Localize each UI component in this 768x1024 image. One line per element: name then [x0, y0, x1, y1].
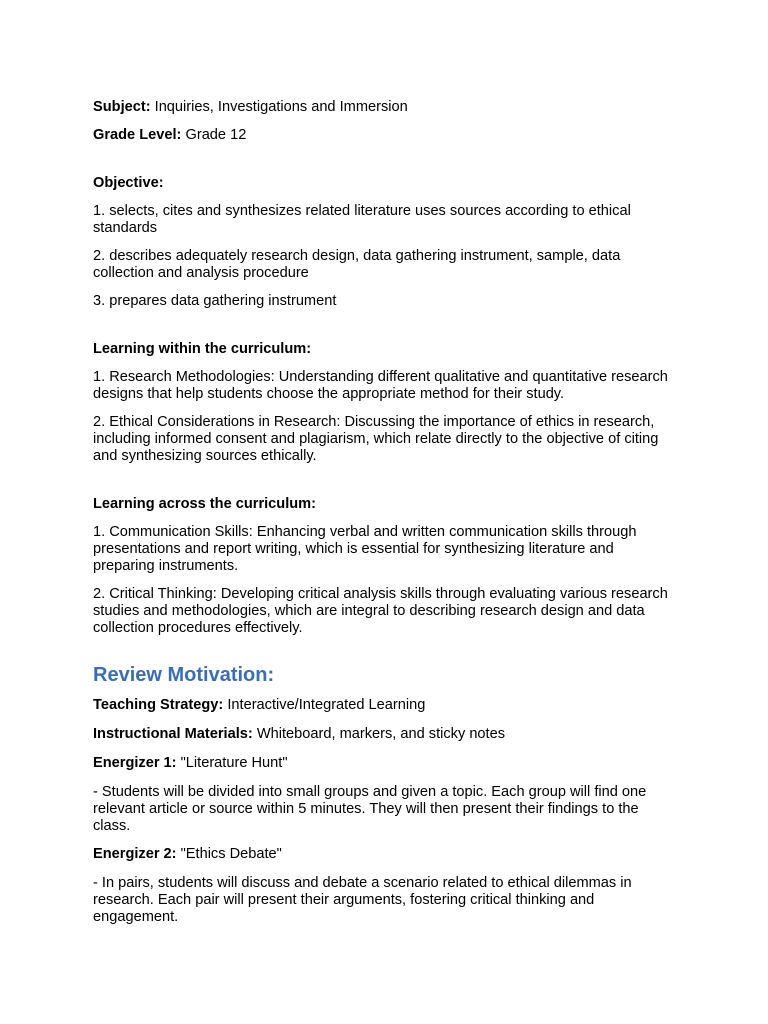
objective-item: 3. prepares data gathering instrument: [93, 293, 337, 309]
learning-within-title: Learning within the curriculum:: [93, 341, 312, 357]
subject-field: [93, 99, 678, 116]
instructional-materials-label: Instructional Materials:: [93, 726, 253, 742]
instructional-materials-value: Whiteboard, markers, and sticky notes: [256, 726, 506, 742]
teaching-strategy-field: [93, 697, 678, 714]
grade-level-label: Grade Level:: [93, 127, 182, 143]
objective-item: 1. selects, cites and synthesizes related literature uses sources according to ethical standards: [93, 203, 631, 236]
energizer2-description: - In pairs, students will discuss and debate a scenario related to ethical dilemmas in research. Each pair will present their arguments, fostering critical thinking and engagement.: [93, 875, 632, 925]
grade-level-value: Grade 12: [185, 127, 247, 143]
instructional-materials-field: [93, 726, 678, 743]
learning-across-title: Learning across the curriculum:: [93, 496, 317, 512]
learning-across-item: 1. Communication Skills: Enhancing verbal and written communication skills through presentations and report writing, which is essential for synthesizing literature and preparing instruments.: [93, 524, 637, 574]
lesson-plan-document: [93, 99, 678, 926]
learning-within-item: 2. Ethical Considerations in Research: Discussing the importance of ethics in research, including informed consent and plagiarism, which relate directly to the objective of citing and synthesizing sources ethically.: [93, 414, 659, 464]
energizer1-label: Energizer 1:: [93, 755, 177, 771]
energizer1-field: [93, 755, 678, 772]
subject-value: Inquiries, Investigations and Immersion: [154, 99, 408, 115]
energizer2-field: [93, 846, 678, 863]
teaching-strategy-value: Interactive/Integrated Learning: [227, 697, 426, 713]
energizer1-value: "Literature Hunt": [180, 755, 288, 771]
energizer2-label: Energizer 2:: [93, 846, 177, 862]
objective-title: Objective:: [93, 175, 164, 191]
subject-label: Subject:: [93, 99, 151, 115]
review-motivation-heading: Review Motivation:: [93, 664, 275, 686]
grade-level-field: [93, 127, 678, 144]
teaching-strategy-label: Teaching Strategy:: [93, 697, 224, 713]
learning-across-item: 2. Critical Thinking: Developing critical analysis skills through evaluating various research studies and methodologies, which are integral to describing research design and data collection procedures effectively.: [93, 586, 668, 636]
objective-item: 2. describes adequately research design, data gathering instrument, sample, data collection and analysis procedure: [93, 248, 621, 281]
energizer2-value: "Ethics Debate": [180, 846, 282, 862]
learning-within-item: 1. Research Methodologies: Understanding different qualitative and quantitative research designs that help students choose the appropriate method for their study.: [93, 369, 668, 402]
energizer1-description: - Students will be divided into small groups and given a topic. Each group will find one relevant article or source within 5 minutes. They will then present their findings to the class.: [93, 784, 647, 834]
